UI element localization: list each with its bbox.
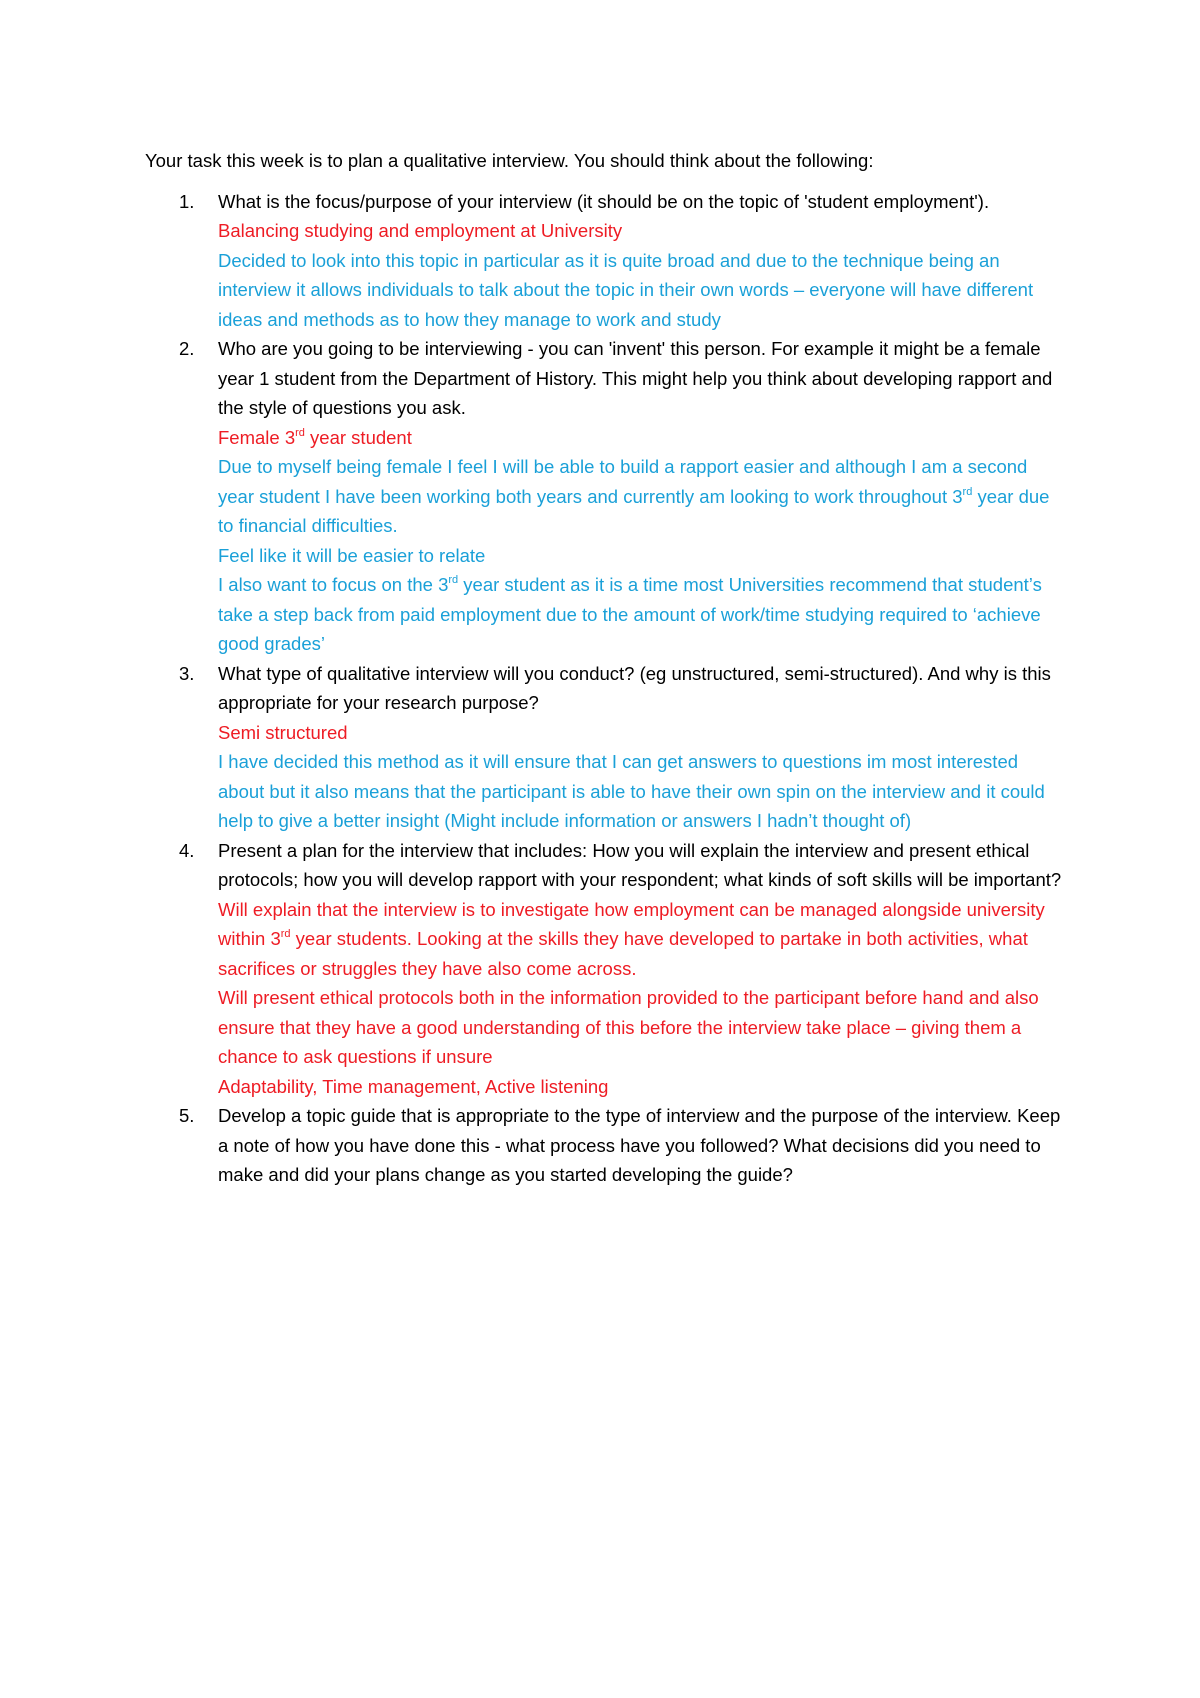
question-item xyxy=(145,836,1065,1102)
question-text: Present a plan for the interview that includes: How you will explain the interview and present ethical protocols; how you will develop rapport with your respondent; what kinds of soft skills will be important? xyxy=(218,839,1062,890)
answer-segment: Semi structured xyxy=(218,721,348,743)
answer-segment: Balancing studying and employment at University xyxy=(218,220,623,241)
answer-text xyxy=(218,718,1065,748)
answer-text xyxy=(218,216,1065,246)
ordinal-superscript: rd xyxy=(280,928,291,940)
question-text: Who are you going to be interviewing - you can 'invent' this person. For example it might be a female year 1 student from the Department of History. This might help you think about developing rapport and the style of questions you ask. xyxy=(218,338,1053,418)
question-number: 1. xyxy=(179,190,195,212)
answer-segment: I also want to focus on the 3 xyxy=(218,574,449,595)
question-item xyxy=(145,1101,1065,1190)
document-body xyxy=(145,146,1065,1190)
answer-segment: Due to myself being female I feel I will be able to build a rapport easier and although I am a second year student I have been working both years and currently am looking to work throughout 3 xyxy=(218,456,1028,507)
answer-segment: Decided to look into this topic in particular as it is quite broad and due to the technique being an interview it allows individuals to talk about the topic in their own words – everyone will have different ideas and methods as to how they manage to work and study xyxy=(218,249,1034,330)
answer-reasoning xyxy=(218,452,1065,541)
answer-segment: year students. Looking at the skills they have developed to partake in both activities, what sacrifices or struggles they have also come across. xyxy=(218,928,1028,979)
ordinal-superscript: rd xyxy=(295,426,305,439)
ordinal-superscript: rd xyxy=(448,574,459,586)
question-text: What is the focus/purpose of your interview (it should be on the topic of 'student employment'). xyxy=(218,190,990,212)
answer-reasoning xyxy=(218,570,1065,659)
answer-text xyxy=(218,1072,1065,1102)
answer-reasoning xyxy=(218,747,1065,836)
answer-segment: Will present ethical protocols both in the information provided to the participant before hand and also ensure that they have a good understanding of this before the interview take place – giving them a chance to ask questions if unsure xyxy=(218,987,1039,1067)
answer-segment: year student xyxy=(304,426,412,448)
question-text: Develop a topic guide that is appropriate to the type of interview and the purpose of the interview. Keep a note of how you have done this - what process have you followed? What decisions did you need to make and did your plans change as you started developing the guide? xyxy=(218,1105,1061,1185)
question-item xyxy=(145,334,1065,659)
answer-segment: year due to financial difficulties. xyxy=(218,485,1050,536)
question-list xyxy=(145,187,1065,1190)
question-number: 3. xyxy=(179,662,195,684)
answer-segment: Will explain that the interview is to investigate how employment can be managed alongside university within 3 xyxy=(218,898,1045,949)
answer-text xyxy=(218,983,1065,1072)
answer-reasoning xyxy=(218,246,1065,335)
answer-text xyxy=(218,423,1065,453)
answer-segment: Adaptability, Time management, Active listening xyxy=(218,1075,609,1097)
question-number: 4. xyxy=(179,839,195,861)
question-number: 5. xyxy=(179,1105,195,1126)
answer-segment: year student as it is a time most Universities recommend that student’s take a step back from paid employment due to the amount of work/time studying required to ‘achieve good grades’ xyxy=(218,574,1042,654)
answer-text xyxy=(218,895,1065,984)
answer-segment: I have decided this method as it will ensure that I can get answers to questions im most interested about but it also means that the participant is able to have their own spin on the interview and it could help to give a better insight (Might include information or answers I hadn’t thought of) xyxy=(218,751,1045,831)
question-number: 2. xyxy=(179,338,195,359)
answer-reasoning xyxy=(218,541,1065,571)
question-text: What type of qualitative interview will you conduct? (eg unstructured, semi-structured). And why is this appropriate for your research purpose? xyxy=(218,662,1051,713)
question-item xyxy=(145,187,1065,335)
answer-segment: Female 3 xyxy=(218,426,296,448)
answer-segment: Feel like it will be easier to relate xyxy=(218,544,486,566)
ordinal-superscript: rd xyxy=(962,485,973,498)
question-item xyxy=(145,659,1065,836)
intro-paragraph: Your task this week is to plan a qualitative interview. You should think about the following: xyxy=(145,150,874,171)
